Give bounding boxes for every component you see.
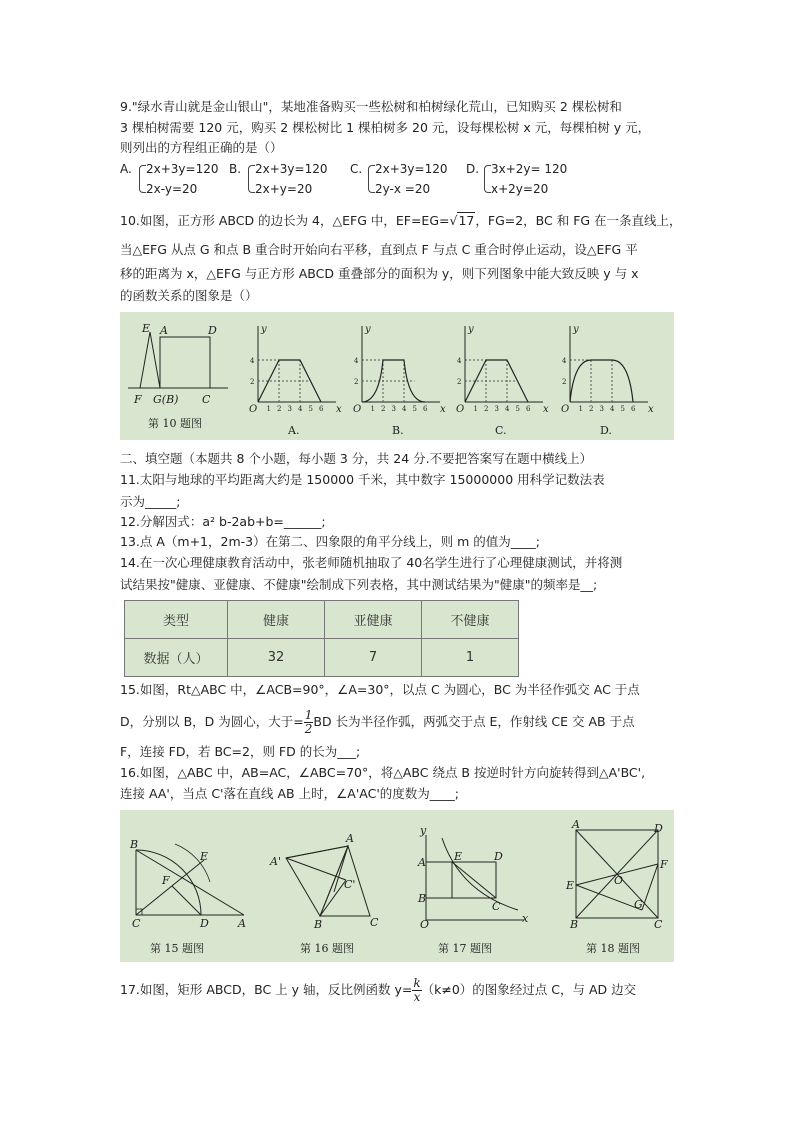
frac-denominator: 2 [304, 722, 313, 736]
svg-text:4: 4 [402, 405, 407, 413]
fraction-half [304, 709, 314, 736]
q14-table [124, 600, 519, 677]
label-a: A [160, 324, 168, 337]
svg-text:1: 1 [578, 405, 583, 413]
svg-text:y: y [261, 324, 267, 335]
figures-15-18-svg [120, 810, 674, 962]
option-d-label: D. [466, 162, 480, 176]
option-a-eq2: 2x-y=20 [146, 182, 198, 196]
svg-text:F: F [162, 874, 170, 887]
svg-text:A: A [346, 832, 354, 845]
option-a-eq1: 2x+3y=120 [146, 162, 219, 176]
option-b-eq1: 2x+3y=120 [255, 162, 328, 176]
q10-line-3: 移的距离为 x，△EFG 与正方形 ABCD 重叠部分的面积为 y，则下列图象中能大致反映 y 与 x [120, 266, 639, 281]
table-header-cell: 不健康 [422, 601, 519, 639]
q10-geometry [128, 332, 228, 388]
svg-text:C.: C. [495, 424, 507, 437]
table-header-cell: 亚健康 [325, 601, 422, 639]
svg-text:1: 1 [266, 405, 271, 413]
svg-text:y: y [573, 324, 579, 335]
sqrt-radicand: 17 [458, 213, 475, 228]
q10-line-4: 的函数关系的图象是（） [120, 288, 258, 303]
svg-text:2: 2 [589, 405, 594, 413]
svg-text:E: E [454, 850, 463, 863]
q11-line-2: 示为_____; [120, 494, 181, 509]
svg-text:1: 1 [473, 405, 478, 413]
figures-15-18-panel [120, 810, 674, 962]
svg-text:2: 2 [484, 405, 489, 413]
svg-text:2: 2 [381, 405, 386, 413]
option-c-eq2: 2y-x =20 [375, 182, 431, 196]
fig15-geometry [136, 844, 244, 915]
svg-text:C: C [492, 900, 501, 913]
svg-text:x: x [543, 404, 549, 415]
option-c-label: C. [350, 162, 363, 176]
q17-line-1a: 17.如图，矩形 ABCD，BC 上 y 轴，反比例函数 y= [120, 982, 413, 997]
svg-text:x: x [648, 404, 654, 415]
q15-line-2 [120, 708, 635, 736]
option-d-eq2: x+2y=20 [491, 182, 549, 196]
svg-text:3: 3 [287, 405, 292, 413]
svg-text:y: y [420, 824, 427, 837]
frac-denominator: x [413, 990, 421, 1004]
fig16-caption: 第 16 题图 [300, 942, 354, 955]
option-b-eq2: 2x+y=20 [255, 182, 313, 196]
fig18-caption: 第 18 题图 [586, 942, 640, 955]
svg-text:A: A [418, 856, 426, 869]
q9-line-3: 则列出的方程组正确的是（） [120, 140, 283, 155]
section-2-heading: 二、填空题（本题共 8 个小题，每小题 3 分，共 24 分.不要把答案写在题中横线上） [120, 451, 593, 466]
svg-text:O: O [420, 918, 430, 931]
svg-text:E: E [200, 850, 209, 863]
svg-text:C: C [370, 916, 379, 929]
fig17-geometry [426, 835, 524, 920]
q16-line-2: 连接 AA'，当点 C'落在直线 AB 上时，∠A'AC'的度数为____; [120, 786, 459, 801]
svg-text:3: 3 [494, 405, 499, 413]
svg-text:3: 3 [599, 405, 604, 413]
q10-figure-svg [120, 312, 674, 440]
svg-text:A: A [238, 917, 246, 930]
svg-text:O: O [456, 404, 465, 415]
q14-line-2: 试结果按"健康、亚健康、不健康"绘制成下列表格，其中测试结果为"健康"的频率是__; [120, 577, 598, 592]
label-gb: G(B) [153, 393, 179, 406]
svg-text:4: 4 [562, 357, 567, 365]
option-a-brace [139, 165, 146, 193]
svg-text:B: B [130, 838, 139, 851]
table-cell: 7 [325, 639, 422, 677]
q15-line-2b: BD 长为半径作弧，两弧交于点 E，作射线 CE 交 AB 于点 [313, 714, 635, 729]
svg-text:F: F [660, 858, 668, 871]
frac-numerator: k [413, 976, 421, 990]
table-header-cell: 类型 [125, 601, 228, 639]
svg-text:4: 4 [505, 405, 510, 413]
graph-option-c [456, 324, 549, 437]
q9-line-2: 3 棵柏树需要 120 元，购买 2 棵松树比 1 棵柏树多 20 元，设每棵松树 x 元，每棵柏树 y 元， [120, 120, 651, 135]
label-d: D [208, 324, 217, 337]
label-f: F [134, 393, 142, 406]
svg-text:C': C' [344, 878, 356, 891]
svg-text:C: C [132, 917, 141, 930]
q16-line-1: 16.如图，△ABC 中，AB=AC，∠ABC=70°，将△ABC 绕点 B 按逆时针方向旋转得到△A'BC', [120, 765, 646, 780]
svg-text:D: D [654, 822, 663, 835]
svg-text:4: 4 [610, 405, 615, 413]
q10-line-2: 当△EFG 从点 G 和点 B 重合时开始向右平移，直到点 F 与点 C 重合时停止运动，设△EFG 平 [120, 242, 638, 257]
q10-line-1 [120, 212, 682, 230]
svg-text:A.: A. [288, 424, 300, 437]
svg-text:D: D [200, 917, 209, 930]
svg-text:G: G [634, 898, 643, 911]
option-c-eq1: 2x+3y=120 [375, 162, 448, 176]
svg-text:2: 2 [277, 405, 282, 413]
q9-line-1: 9."绿水青山就是金山银山"，某地准备购买一些松树和柏树绿化荒山，已知购买 2 棵松树和 [120, 99, 622, 114]
graph-option-d [561, 324, 654, 437]
label-c: C [202, 393, 211, 406]
svg-text:3: 3 [391, 405, 396, 413]
q10-figure-caption: 第 10 题图 [148, 417, 202, 430]
svg-text:6: 6 [319, 405, 324, 413]
svg-text:x: x [522, 912, 529, 925]
svg-text:C: C [654, 918, 663, 931]
table-row [125, 639, 519, 677]
svg-text:A': A' [270, 855, 281, 868]
svg-text:6: 6 [423, 405, 428, 413]
option-b-label: B. [229, 162, 242, 176]
svg-text:2: 2 [562, 378, 567, 386]
option-b-brace [248, 165, 255, 193]
q15-line-1: 15.如图，Rt△ABC 中，∠ACB=90°，∠A=30°，以点 C 为圆心，BC 为半径作弧交 AC 于点 [120, 682, 640, 697]
svg-text:1: 1 [370, 405, 375, 413]
q17-line-1b: （k≠0）的图象经过点 C，与 AD 边交 [421, 982, 637, 997]
q15-line-2a: D，分别以 B，D 为圆心，大于= [120, 714, 304, 729]
svg-text:B: B [418, 892, 427, 905]
svg-text:O: O [561, 404, 570, 415]
svg-text:5: 5 [412, 405, 417, 413]
svg-text:B.: B. [392, 424, 404, 437]
svg-text:B: B [314, 918, 323, 931]
table-cell: 32 [228, 639, 325, 677]
svg-text:O: O [353, 404, 362, 415]
svg-text:B: B [570, 918, 579, 931]
svg-text:D.: D. [600, 424, 612, 437]
svg-text:4: 4 [457, 357, 462, 365]
svg-text:4: 4 [354, 357, 359, 365]
q15-line-3: F，连接 FD，若 BC=2，则 FD 的长为___; [120, 744, 361, 759]
svg-text:2: 2 [354, 378, 359, 386]
table-cell: 数据（人） [125, 639, 228, 677]
svg-text:5: 5 [308, 405, 313, 413]
q11-line-1: 11.太阳与地球的平均距离大约是 150000 千米，其中数字 15000000 用科学记数法表 [120, 472, 605, 487]
svg-text:5: 5 [620, 405, 625, 413]
frac-numerator: 1 [304, 708, 313, 722]
option-d-brace [484, 165, 491, 193]
svg-text:y: y [468, 324, 474, 335]
fig16-geometry [286, 846, 370, 916]
table-cell: 1 [422, 639, 519, 677]
svg-text:2: 2 [250, 378, 255, 386]
fig17-caption: 第 17 题图 [438, 942, 492, 955]
svg-text:y: y [365, 324, 371, 335]
svg-text:6: 6 [526, 405, 531, 413]
q10-figure-panel [120, 312, 674, 440]
svg-text:5: 5 [515, 405, 520, 413]
table-header-cell: 健康 [228, 601, 325, 639]
option-a-label: A. [120, 162, 132, 176]
table-header-row [125, 601, 519, 639]
q10-graphs [249, 324, 654, 437]
q13: 13.点 A（m+1，2m-3）在第二、四象限的角平分线上，则 m 的值为____; [120, 534, 540, 549]
svg-text:E: E [566, 879, 575, 892]
label-e: E [142, 322, 151, 335]
svg-text:6: 6 [631, 405, 636, 413]
svg-text:O: O [249, 404, 258, 415]
svg-text:x: x [336, 404, 342, 415]
q17-line-1 [120, 976, 636, 1004]
q12: 12.分解因式：a² b-2ab+b=______; [120, 514, 326, 529]
fraction-k-over-x [412, 977, 421, 1004]
svg-text:4: 4 [298, 405, 303, 413]
q10-line-1a: 10.如图，正方形 ABCD 的边长为 4，△EFG 中，EF=EG= [120, 213, 450, 228]
option-c-brace [368, 165, 375, 193]
svg-text:D: D [494, 850, 503, 863]
graph-option-a [249, 324, 342, 437]
svg-text:2: 2 [457, 378, 462, 386]
q14-line-1: 14.在一次心理健康教育活动中，张老师随机抽取了 40名学生进行了心理健康测试，并将测 [120, 555, 623, 570]
svg-text:4: 4 [250, 357, 255, 365]
svg-text:A: A [572, 818, 580, 831]
graph-option-b [353, 324, 446, 437]
option-d-eq1: 3x+2y= 120 [491, 162, 568, 176]
sqrt-symbol: √ [449, 213, 458, 228]
q10-line-1b: ，FG=2，BC 和 FG 在一条直线上， [475, 213, 682, 228]
svg-text:O: O [614, 874, 624, 887]
fig15-caption: 第 15 题图 [150, 942, 204, 955]
svg-text:x: x [440, 404, 446, 415]
